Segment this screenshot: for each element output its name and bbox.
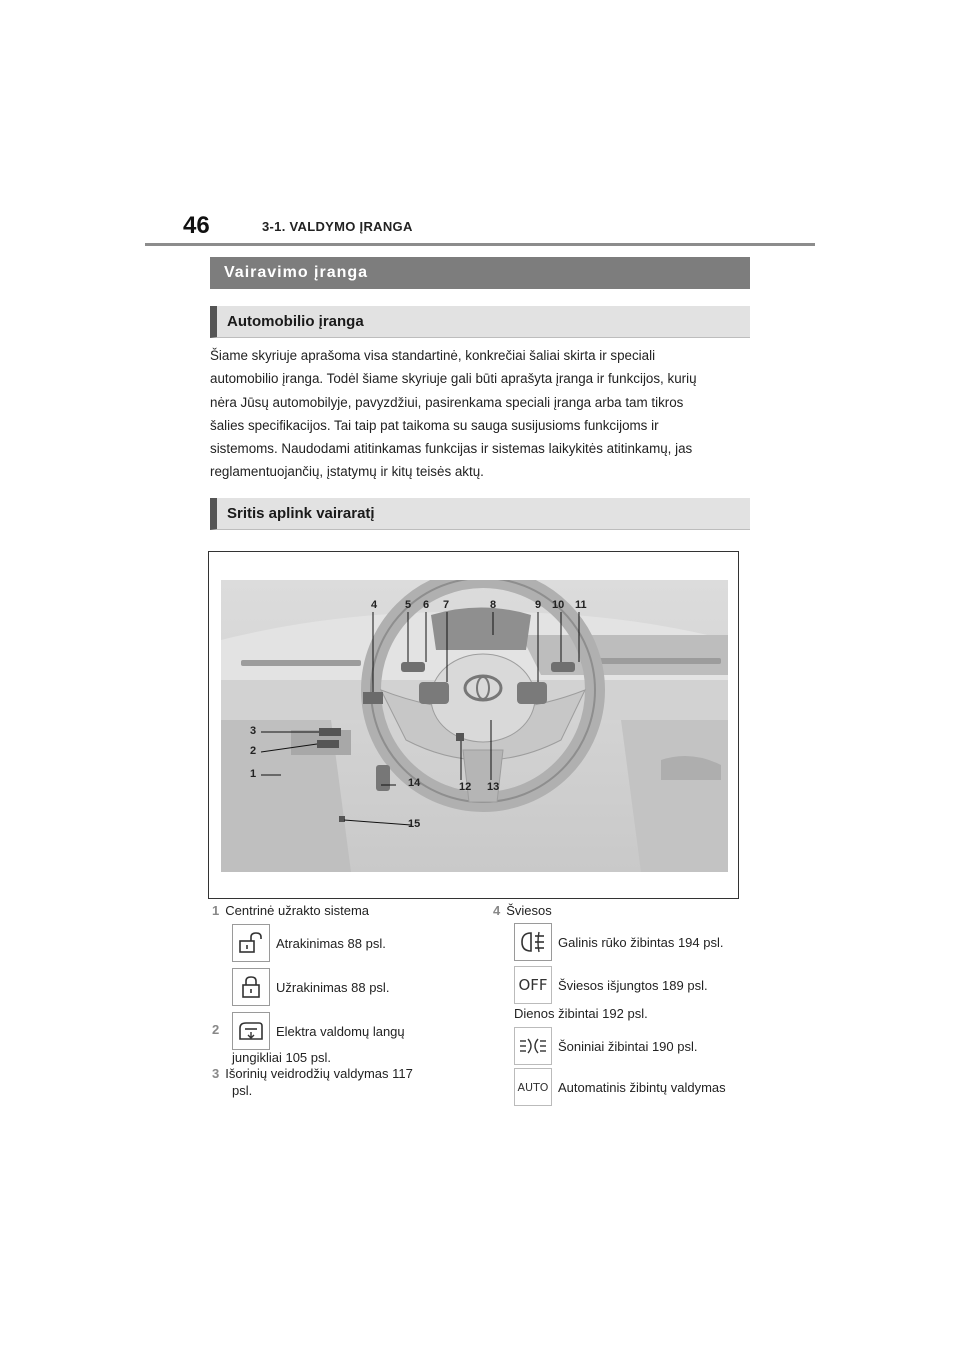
legend-number: 2: [212, 1022, 220, 1037]
parking-light-icon: [514, 1027, 552, 1065]
callout-7: 7: [443, 599, 450, 611]
callout-5: 5: [405, 599, 412, 611]
callout-8: 8: [490, 599, 497, 611]
header-divider: [145, 243, 815, 246]
lock-description: Užrakinimas 88 psl.: [276, 980, 390, 995]
lock-icon: [232, 968, 270, 1006]
callout-14: 14: [408, 777, 421, 789]
callout-9: 9: [535, 599, 542, 611]
chapter-banner: [210, 257, 750, 289]
auto-lights-icon-text: AUTO: [517, 1080, 549, 1094]
lights-off-description: Šviesos išjungtos 189 psl.: [558, 978, 708, 993]
intro-line: šalies specifikacijos. Tai taip pat taikoma su sauga susijusioms funkcijoms ir: [210, 417, 659, 433]
intro-line: automobilio įranga. Todėl šiame skyriuje gali būti aprašyta įranga ir funkcijos, kurių: [210, 371, 697, 387]
subsection-heading-steering-area: [210, 498, 750, 530]
legend-number: 4: [493, 903, 501, 918]
legend-number: 3: [212, 1066, 220, 1081]
window-switch-label-b: jungikliai 105 psl.: [232, 1050, 332, 1065]
legend-item-2: [212, 1022, 225, 1037]
section-title: 3-1. VALDYMO ĮRANGA: [262, 219, 413, 234]
subsection-heading-equipment: [210, 306, 750, 338]
unlock-description: Atrakinimas 88 psl.: [276, 936, 386, 951]
legend-item-4: [493, 903, 552, 918]
subsection-heading-text: Sritis aplink vairaratį: [227, 505, 375, 522]
cockpit-drawing: [221, 580, 728, 872]
window-switch-icon: [232, 1012, 270, 1050]
mirror-label-b: psl.: [232, 1083, 253, 1098]
rear-fog-description: Galinis rūko žibintas 194 psl.: [558, 935, 724, 950]
intro-paragraph: [210, 344, 750, 484]
legend-number: 1: [212, 903, 220, 918]
legend-label: Šviesos: [506, 903, 552, 918]
callout-3: 3: [250, 725, 257, 737]
callout-6: 6: [423, 599, 430, 611]
lights-off-icon: [514, 966, 552, 1004]
legend-label: Centrinė užrakto sistema: [225, 903, 370, 918]
callout-4: 4: [371, 599, 378, 611]
lights-off-icon-text: OFF: [518, 976, 548, 994]
unlock-icon: [232, 924, 270, 962]
legend-item-3: [212, 1066, 413, 1081]
callout-12: 12: [459, 781, 472, 793]
legend-label: Išorinių veidrodžių valdymas 117: [225, 1066, 413, 1081]
callout-1: 1: [250, 768, 257, 780]
window-switch-label-a: Elektra valdomų langų: [276, 1024, 405, 1039]
auto-lights-icon: [514, 1068, 552, 1106]
chapter-banner-title: Vairavimo įranga: [224, 264, 369, 281]
auto-lights-description: Automatinis žibintų valdymas: [558, 1080, 726, 1095]
callout-2: 2: [250, 745, 257, 757]
rear-fog-light-icon: [514, 923, 552, 961]
page-number: 46: [183, 212, 210, 239]
callout-13: 13: [487, 781, 500, 793]
intro-line: nėra Jūsų automobilyje, pavyzdžiui, pasirenkama speciali įranga arba tam tikros: [210, 394, 684, 410]
intro-line: sistemoms. Naudodami atitinkamas funkcijas ir sistemas laikykitės atitinkamų, jas: [210, 441, 693, 457]
legend-item-1: [212, 903, 369, 918]
subsection-heading-text: Automobilio įranga: [227, 313, 364, 330]
callout-15: 15: [408, 818, 421, 830]
callout-11: 11: [575, 599, 587, 611]
callout-10: 10: [552, 599, 565, 611]
side-lights-description: Šoniniai žibintai 190 psl.: [558, 1039, 698, 1054]
steering-wheel-illustration: [208, 551, 739, 899]
drl-description: Dienos žibintai 192 psl.: [514, 1006, 648, 1021]
intro-line: Šiame skyriuje aprašoma visa standartinė, konkrečiai šaliai skirta ir speciali: [210, 348, 656, 363]
intro-line: reglamentuojančių, įstatymų ir kitų teisės aktų.: [210, 464, 484, 480]
